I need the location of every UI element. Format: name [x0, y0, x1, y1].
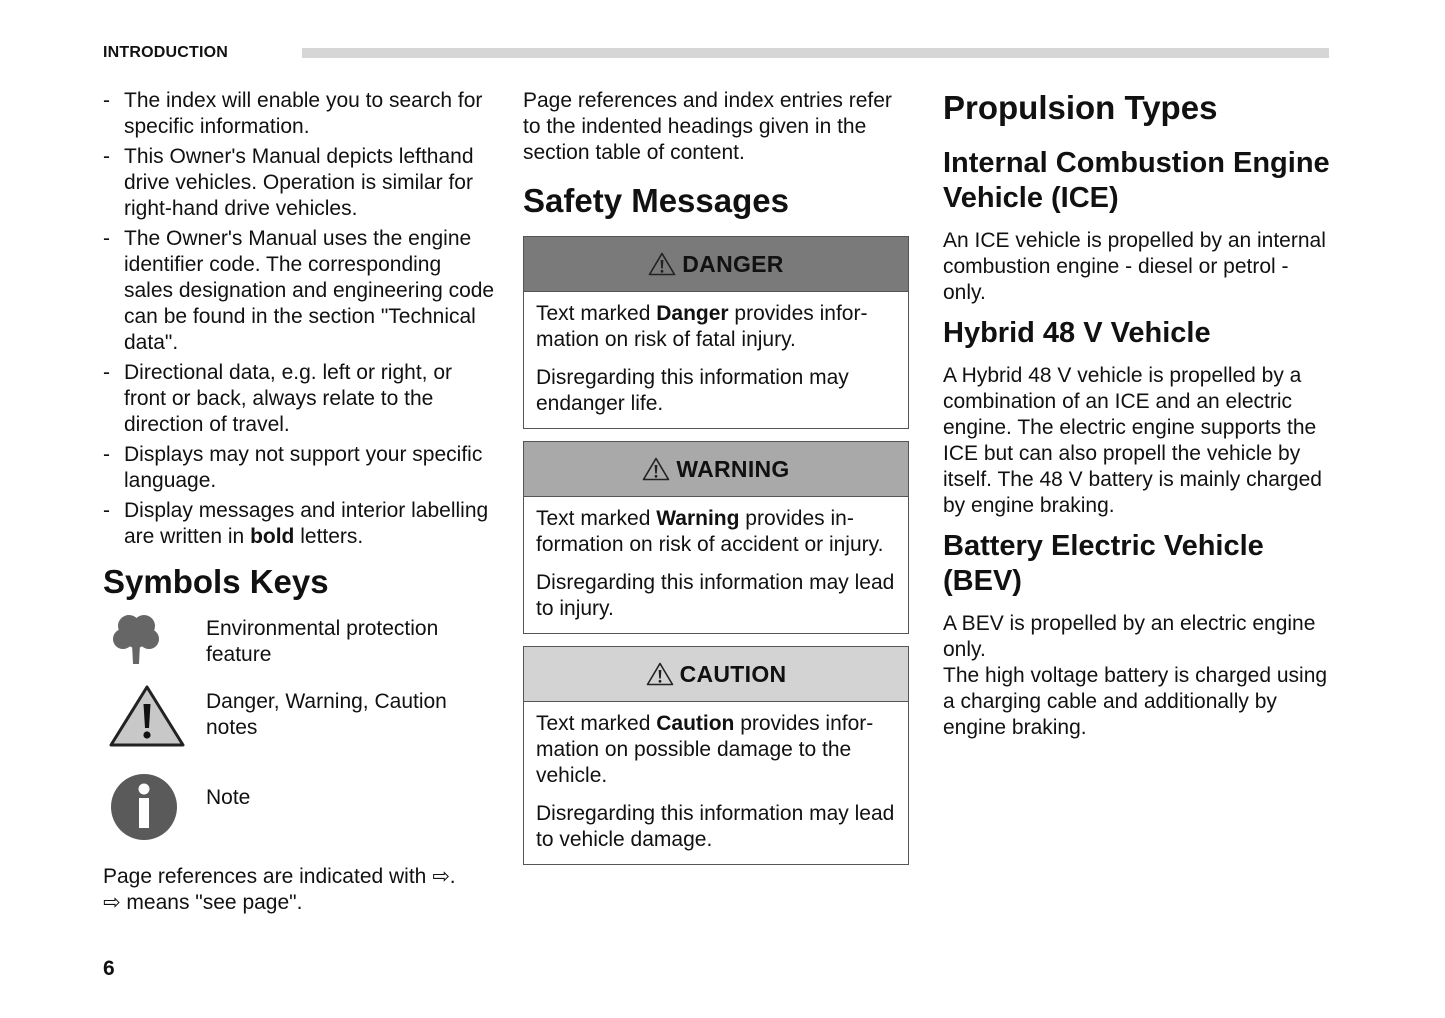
danger-box: [523, 236, 909, 429]
symbol-label: Note: [206, 786, 251, 809]
warning-triangle-icon: [646, 662, 674, 686]
symbol-label: Danger, Warning, Caution notes: [206, 690, 447, 739]
list-item-text: Display messages and interior labelling are written in: [124, 499, 489, 548]
tree-icon: [103, 616, 206, 673]
symbol-label: Environmental protection feature: [206, 617, 439, 666]
caution-text-bold: Caution: [656, 712, 735, 735]
symbol-row-warning: [103, 689, 495, 755]
list-item-text: The index will enable you to search for specific information.: [124, 89, 483, 138]
section-header: INTRODUCTION: [103, 44, 229, 61]
caution-box: [523, 646, 909, 865]
hybrid-heading: Hybrid 48 V Vehicle: [943, 317, 1211, 349]
list-item-text: The Owner's Manual uses the engine identifier code. The corresponding sales designation and engineering code can be found in the section "Technical data".: [124, 227, 495, 354]
bev-text: A BEV is propelled by an electric engine only.: [943, 612, 1316, 661]
warning-triangle-icon: [642, 457, 670, 481]
symbols-keys-heading: Symbols Keys: [103, 563, 329, 600]
caution-text-pre: Text marked: [536, 712, 657, 735]
page-reference-meaning: ⇨ means "see page".: [103, 891, 303, 914]
bullet-dash: -: [103, 89, 110, 112]
warning-header: [524, 442, 908, 497]
header-rule: [302, 48, 1329, 58]
symbol-row-note: [103, 785, 495, 848]
warning-text-pre: Text marked: [536, 507, 657, 530]
column-right: [943, 88, 1335, 741]
caution-header: [524, 647, 908, 702]
safety-messages-heading: Safety Messages: [523, 182, 789, 219]
list-item: [103, 498, 495, 550]
warning-consequence: Disregarding this information may lead to injury.: [536, 571, 895, 620]
bold-word: bold: [250, 525, 295, 548]
list-item: [103, 144, 495, 222]
bullet-dash: -: [103, 499, 110, 522]
danger-header: [524, 237, 908, 292]
danger-text-post: provides infor-mation on risk of fatal injury.: [536, 302, 868, 351]
bullet-dash: -: [103, 443, 110, 466]
bullet-dash: -: [103, 145, 110, 168]
propulsion-types-heading: Propulsion Types: [943, 89, 1218, 126]
bev-heading: Battery Electric Vehicle (BEV): [943, 530, 1264, 597]
page-number: 6: [103, 957, 115, 980]
danger-consequence: Disregarding this information may endanger life.: [536, 366, 849, 415]
list-item: [103, 226, 495, 356]
index-intro-text: Page references and index entries refer to the indented headings given in the section table of content.: [523, 89, 892, 164]
list-item: [103, 360, 495, 438]
danger-text-bold: Danger: [656, 302, 729, 325]
list-item: [103, 442, 495, 494]
warning-label: WARNING: [676, 456, 790, 482]
list-item-text: Directional data, e.g. left or right, or front or back, always relate to the direction of travel.: [124, 361, 452, 436]
caution-body: [524, 702, 908, 864]
bev-charging-text: The high voltage battery is charged using a charging cable and additionally by engine braking.: [943, 664, 1328, 739]
list-item: [103, 88, 495, 140]
warning-body: [524, 497, 908, 633]
hybrid-text: A Hybrid 48 V vehicle is propelled by a combination of an ICE and an electric engine. The electric engine supports the ICE but can also propell the vehicle by itself. The 48 V battery is mainly charged by engine braking.: [943, 364, 1322, 517]
warning-box: [523, 441, 909, 634]
page-reference-note: Page references are indicated with ⇨.: [103, 865, 456, 888]
list-item-text: This Owner's Manual depicts lefthand drive vehicles. Operation is similar for right-hand drive vehicles.: [124, 145, 474, 220]
danger-text: [536, 301, 896, 353]
column-middle: [523, 88, 909, 865]
bullet-dash: -: [103, 227, 110, 250]
bullet-dash: -: [103, 361, 110, 384]
symbol-row-environment: [103, 616, 495, 673]
warning-triangle-icon: [103, 689, 206, 755]
ice-text: An ICE vehicle is propelled by an internal combustion engine - diesel or petrol - only.: [943, 229, 1326, 304]
warning-triangle-icon: [648, 252, 676, 276]
caution-consequence: Disregarding this information may lead to vehicle damage.: [536, 802, 895, 851]
caution-text: [536, 711, 896, 789]
caution-label: CAUTION: [679, 661, 787, 687]
info-circle-icon: [103, 785, 206, 848]
warning-text-bold: Warning: [656, 507, 740, 530]
warning-text-post: provides in-formation on risk of accident or injury.: [536, 507, 884, 556]
danger-body: [524, 292, 908, 428]
ice-heading: Internal Combustion Engine Vehicle (ICE): [943, 147, 1330, 214]
list-item-text: Displays may not support your specific language.: [124, 443, 483, 492]
list-item-text-end: letters.: [294, 525, 364, 548]
caution-text-post: provides infor-mation on possible damage to the vehicle.: [536, 712, 874, 787]
intro-list: [103, 88, 495, 550]
danger-label: DANGER: [682, 251, 784, 277]
danger-text-pre: Text marked: [536, 302, 657, 325]
warning-text: [536, 506, 896, 558]
column-left: [103, 88, 495, 916]
